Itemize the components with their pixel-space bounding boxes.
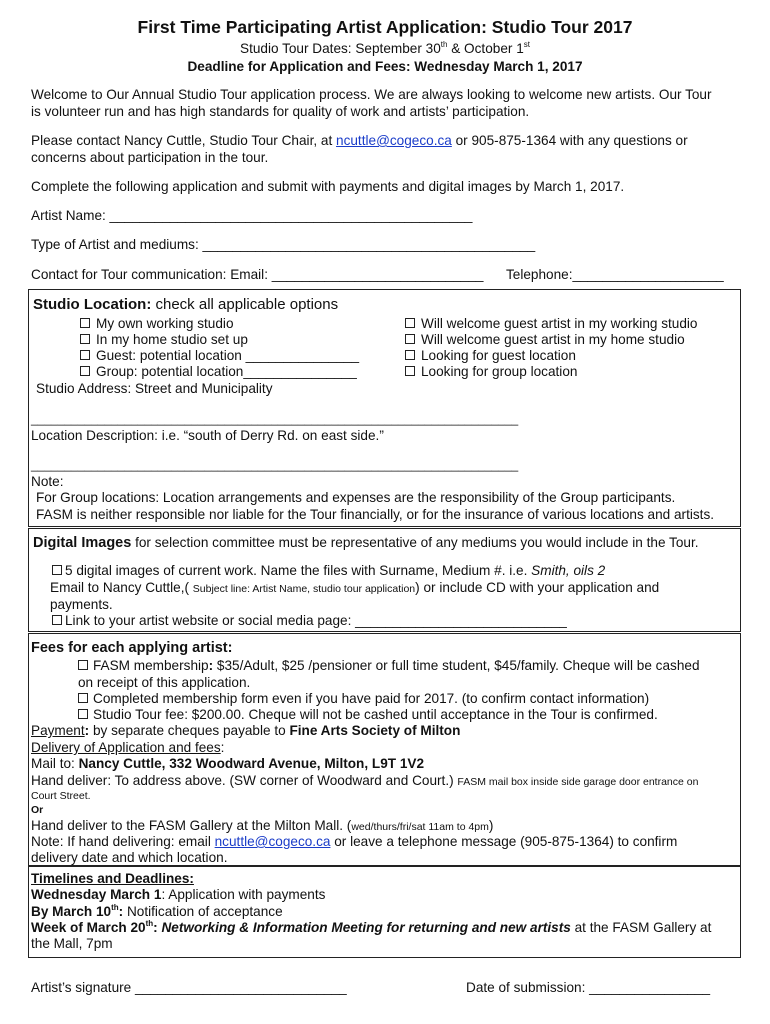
timeline-item-2: [31, 904, 283, 921]
tour-dates-text: Studio Tour Dates: September 30: [240, 41, 441, 56]
checkbox[interactable]: [78, 660, 88, 670]
email-link[interactable]: ncuttle@cogeco.ca: [336, 133, 452, 148]
fees-item-form[interactable]: [78, 691, 649, 708]
option-label: Will welcome guest artist in my home studio: [421, 332, 685, 347]
checkbox[interactable]: [405, 366, 415, 376]
option-label: Will welcome guest artist in my working studio: [421, 316, 698, 331]
timeline-item-3: [31, 920, 711, 937]
hand-deliver-gallery-line: [31, 818, 493, 836]
contact-email-field[interactable]: Contact for Tour communication: Email: ____________________________: [31, 267, 484, 282]
option-home-studio[interactable]: [80, 332, 248, 349]
fees-text: $35/Adult, $25 /pensioner or full time student, $45/family. Cheque will be cashed: [213, 658, 700, 673]
timeline-date: :: [118, 904, 124, 919]
complete-instructions: Complete the following application and submit with payments and digital images by March 1, 2017.: [31, 179, 625, 194]
option-welcome-home[interactable]: [405, 332, 685, 349]
contact-text: Please contact Nancy Cuttle, Studio Tour Chair, at: [31, 133, 337, 148]
timeline-date: Week of March 20: [31, 920, 146, 935]
payment-text: by separate cheques payable to: [89, 723, 290, 738]
checkbox[interactable]: [405, 334, 415, 344]
fees-item-membership[interactable]: [78, 658, 700, 675]
hand-deliver-small: FASM mail box inside side garage door entrance on: [457, 776, 699, 788]
digital-heading: [33, 535, 699, 552]
timeline-item-1: [31, 887, 325, 904]
timelines-heading: Timelines and Deadlines:: [31, 871, 194, 886]
hand-deliver-small: wed/thurs/fri/sat 11am to 4pm: [351, 821, 489, 833]
timeline-date: By March 10: [31, 904, 112, 919]
hand-deliver-text: ): [488, 818, 494, 833]
note-text-1: For Group locations: Location arrangements and expenses are the responsibility of the Group participants.: [36, 490, 676, 505]
digital-payments: payments.: [50, 597, 113, 612]
signature-field[interactable]: Artist’s signature ____________________________: [31, 980, 347, 995]
hand-deliver-line: [31, 773, 698, 791]
delivery-line: [31, 740, 224, 757]
fees-item-tour-fee[interactable]: [78, 707, 658, 724]
digital-email-text: Email to Nancy Cuttle,(: [50, 580, 193, 595]
hand-deliver-note-2: delivery date and which location.: [31, 850, 228, 865]
delivery-label: Delivery of Application and fees: [31, 740, 221, 755]
option-guest[interactable]: [80, 348, 359, 365]
studio-heading-bold: Studio Location:: [33, 296, 152, 313]
artist-type-field[interactable]: Type of Artist and mediums: ____________________________________________: [31, 237, 536, 252]
studio-heading-rest: check all applicable options: [151, 296, 339, 313]
fees-text: Studio Tour fee: $200.00. Cheque will not be cashed until acceptance in the Tour is confirmed.: [93, 707, 658, 722]
hand-deliver-line-2: Court Street.: [31, 790, 91, 802]
note-label: Note:: [31, 474, 64, 489]
tour-dates: [0, 41, 770, 58]
contact-line: [31, 133, 688, 150]
option-group[interactable]: [80, 364, 357, 381]
payment-payee: Fine Arts Society of Milton: [289, 723, 461, 738]
fees-item-membership-2: on receipt of this application.: [78, 675, 251, 690]
checkbox[interactable]: [80, 366, 90, 376]
checkbox[interactable]: [80, 334, 90, 344]
location-description-label: Location Description: i.e. “south of Derry Rd. on east side.”: [31, 428, 384, 443]
sup: th: [440, 40, 448, 49]
option-label: In my home studio set up: [96, 332, 248, 347]
sup: st: [523, 40, 530, 49]
or-label: Or: [31, 804, 44, 816]
contact-text: or 905-875-1364 with any questions or: [451, 133, 688, 148]
mail-to-line: [31, 756, 424, 773]
option-looking-guest[interactable]: [405, 348, 576, 365]
checkbox[interactable]: [52, 565, 62, 575]
timeline-date: :: [153, 920, 162, 935]
timeline-text: Notification of acceptance: [123, 904, 283, 919]
digital-link-text: Link to your artist website or social media page: ____________________________: [65, 613, 567, 628]
sup: th: [145, 919, 154, 928]
timeline-date: Wednesday March 1: [31, 887, 162, 902]
checkbox[interactable]: [405, 350, 415, 360]
digital-item-italic: Smith, oils 2: [531, 563, 606, 578]
hand-deliver-note: [31, 834, 677, 851]
tour-dates-text: & October 1: [447, 41, 524, 56]
payment-line: [31, 723, 460, 740]
option-looking-group[interactable]: [405, 364, 577, 381]
digital-email-text: ) or include CD with your application and: [415, 580, 660, 595]
checkbox[interactable]: [78, 693, 88, 703]
digital-item-text: 5 digital images of current work. Name the files with Surname, Medium #. i.e.: [65, 563, 532, 578]
timeline-item-3-2: the Mall, 7pm: [31, 936, 113, 951]
date-of-submission-field[interactable]: Date of submission: ________________: [466, 980, 711, 995]
timeline-text: at the FASM Gallery at: [570, 920, 712, 935]
checkbox[interactable]: [80, 350, 90, 360]
checkbox[interactable]: [52, 615, 62, 625]
studio-address-field[interactable]: _________________________________________________________________________: [31, 412, 519, 426]
studio-address-label: Studio Address: Street and Municipality: [36, 381, 273, 396]
contact-line-2: concerns about participation in the tour.: [31, 150, 269, 165]
timeline-event: Networking & Information Meeting for returning and new artists: [161, 920, 571, 935]
fees-text: FASM membership: [93, 658, 209, 673]
digital-heading-rest: for selection committee must be representative of any mediums you would include in the Tour.: [131, 535, 699, 550]
welcome-text-1: Welcome to Our Annual Studio Tour application process. We are always looking to welcome new artists. Our Tour: [31, 87, 712, 102]
note-text: or leave a telephone message (905-875-1364) to confirm: [330, 834, 678, 849]
mail-text: Mail to:: [31, 756, 79, 771]
fees-heading: Fees for each applying artist:: [31, 640, 233, 656]
digital-heading-bold: Digital Images: [33, 535, 132, 551]
fees-text-bold: :: [208, 658, 214, 673]
checkbox[interactable]: [80, 318, 90, 328]
note-text: Note: If hand delivering: email: [31, 834, 215, 849]
hand-deliver-text: Hand deliver: To address above. (SW corner of Woodward and Court.): [31, 773, 458, 788]
checkbox[interactable]: [405, 318, 415, 328]
payment-label: Payment: [31, 723, 85, 738]
payment-colon: :: [84, 723, 90, 738]
mail-address: Nancy Cuttle, 332 Woodward Avenue, Milton, L9T 1V2: [78, 756, 425, 771]
digital-item-link[interactable]: [52, 613, 567, 630]
hand-deliver-text: Hand deliver to the FASM Gallery at the Milton Mall. (: [31, 818, 352, 833]
sup: th: [111, 903, 119, 912]
digital-email-small: Subject line: Artist Name, studio tour application: [192, 583, 416, 595]
deadline: Deadline for Application and Fees: Wednesday March 1, 2017: [187, 59, 583, 74]
fees-text: Completed membership form even if you have paid for 2017. (to confirm contact information): [93, 691, 650, 706]
option-label: Group: potential location_______________: [96, 364, 357, 379]
note-text-2: FASM is neither responsible nor liable for the Tour financially, or for the insurance of various locations and artists.: [36, 507, 715, 522]
digital-item-images[interactable]: [52, 563, 605, 580]
option-label: Guest: potential location _______________: [96, 348, 360, 363]
digital-email-line: [50, 580, 659, 598]
page-title: First Time Participating Artist Application: Studio Tour 2017: [137, 17, 633, 37]
option-label: Looking for guest location: [421, 348, 576, 363]
option-welcome-working[interactable]: [405, 316, 698, 333]
delivery-colon: :: [220, 740, 225, 755]
option-label: My own working studio: [96, 316, 234, 331]
option-label: Looking for group location: [421, 364, 578, 379]
location-description-field[interactable]: _________________________________________________________________________: [31, 458, 519, 472]
artist-name-field[interactable]: Artist Name: ________________________________________________: [31, 208, 473, 223]
studio-heading: [33, 297, 338, 314]
welcome-text-2: is volunteer run and has high standards for quality of work and artists’ participation.: [31, 104, 530, 119]
email-link[interactable]: ncuttle@cogeco.ca: [214, 834, 331, 849]
option-own-studio[interactable]: [80, 316, 234, 333]
telephone-field[interactable]: Telephone:____________________: [506, 267, 724, 282]
timeline-text: : Application with payments: [161, 887, 326, 902]
checkbox[interactable]: [78, 709, 88, 719]
